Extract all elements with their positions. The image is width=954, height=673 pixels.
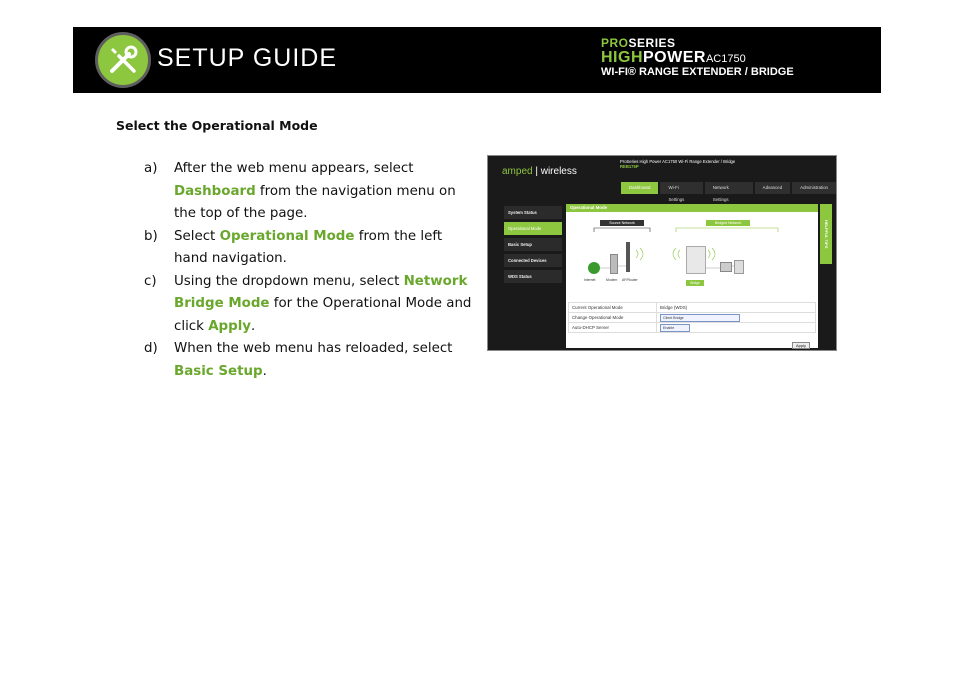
keyword: Operational Mode (219, 228, 355, 244)
step-label: a) (144, 161, 158, 176)
step-text: from the navigation menu on the top of the page. (174, 183, 456, 221)
table-row (569, 303, 816, 313)
web-ui-screenshot (487, 155, 837, 351)
product-line (620, 159, 735, 169)
tab-advanced[interactable]: Advanced (755, 182, 791, 194)
banner-title: SETUP GUIDE (157, 44, 338, 72)
tv-icon (720, 262, 732, 272)
brand-pro: PRO (601, 36, 629, 50)
product-brand (601, 37, 794, 78)
step-text: . (262, 363, 267, 379)
product-name: ProSeries High Power AC1750 Wi-Fi Range Extender / Bridge (620, 159, 736, 164)
side-nav (504, 206, 562, 286)
operational-mode-select[interactable]: Client Bridge (660, 314, 740, 322)
modem-icon (610, 254, 618, 274)
brand-high: HIGH (601, 49, 643, 66)
keyword: Apply (208, 318, 252, 334)
step-b (144, 226, 474, 271)
bridge-label: Bridge (686, 280, 704, 286)
step-label: b) (144, 228, 158, 244)
tab-wifi-settings[interactable]: Wi-Fi Settings (660, 182, 702, 194)
side-system-status[interactable]: System Status (504, 206, 562, 219)
step-c (144, 271, 474, 339)
brand-power: POWER (643, 49, 706, 66)
table-row (569, 313, 816, 323)
top-nav (621, 182, 836, 202)
content-panel (566, 204, 818, 348)
apply-button[interactable]: Apply (792, 342, 810, 349)
row-label: Auto-DHCP Server (569, 323, 657, 333)
wifi-waves-icon (636, 248, 643, 260)
side-wds-status[interactable]: WDS Status (504, 270, 562, 283)
wrench-screwdriver-icon (107, 44, 139, 76)
dhcp-select[interactable]: Enable (660, 324, 690, 332)
brand-subtitle: WI-FI® RANGE EXTENDER / BRIDGE (601, 66, 794, 78)
side-connected-devices[interactable]: Connected Devices (504, 254, 562, 267)
modem-caption: Modem (606, 278, 618, 282)
logo-wireless: wireless (540, 166, 577, 177)
internet-globe-icon (588, 262, 600, 274)
tab-network-settings[interactable]: Network Settings (705, 182, 753, 194)
step-list (144, 158, 474, 383)
step-d (144, 338, 474, 383)
step-text: When the web menu has reloaded, select (174, 341, 453, 356)
computer-icon (734, 260, 744, 274)
keyword: Dashboard (174, 183, 256, 199)
step-text: After the web menu appears, select (174, 161, 414, 176)
brand-series: SERIES (628, 36, 676, 50)
content-title: Operational Mode (566, 204, 818, 212)
tab-administration[interactable]: Administration (792, 182, 836, 194)
row-label: Change Operational Mode (569, 313, 657, 323)
current-mode-value: Bridge (WDS) (657, 303, 816, 313)
source-network-label: Source Network (600, 220, 644, 226)
model-number: REB175P (620, 164, 639, 169)
router-icon (626, 242, 630, 272)
amped-logo: amped | wireless (502, 166, 577, 177)
step-text: Using the dropdown menu, select (174, 273, 404, 289)
side-operational-mode[interactable]: Operational Mode (504, 222, 562, 235)
bridged-network-label: Bridged Network (706, 220, 750, 226)
row-label: Current Operational Mode (569, 303, 657, 313)
step-label: d) (144, 341, 158, 356)
brand-model: AC1750 (705, 53, 746, 65)
step-text: from the left hand navigation. (174, 228, 443, 266)
tab-dashboard[interactable]: Dashboard (621, 182, 658, 194)
router-caption: AP/Router (622, 278, 638, 282)
logo-amped: amped (502, 166, 533, 177)
mode-settings-table (568, 302, 816, 333)
table-row (569, 323, 816, 333)
tools-logo (95, 32, 151, 88)
internet-caption: Internet (584, 278, 596, 282)
side-basic-setup[interactable]: Basic Setup (504, 238, 562, 251)
header-banner (73, 27, 881, 93)
step-text: Select (174, 228, 220, 244)
helpful-tips-tab[interactable]: HELPFUL TIPS (820, 204, 832, 264)
section-heading: Select the Operational Mode (116, 118, 318, 133)
keyword: Basic Setup (174, 363, 263, 379)
step-a (144, 158, 474, 226)
extender-device-icon (686, 246, 706, 274)
step-label: c) (144, 273, 157, 289)
step-text: . (251, 318, 256, 334)
keyword: Network Bridge Mode (174, 273, 468, 311)
step-text: for the Operational Mode and click (174, 296, 472, 334)
